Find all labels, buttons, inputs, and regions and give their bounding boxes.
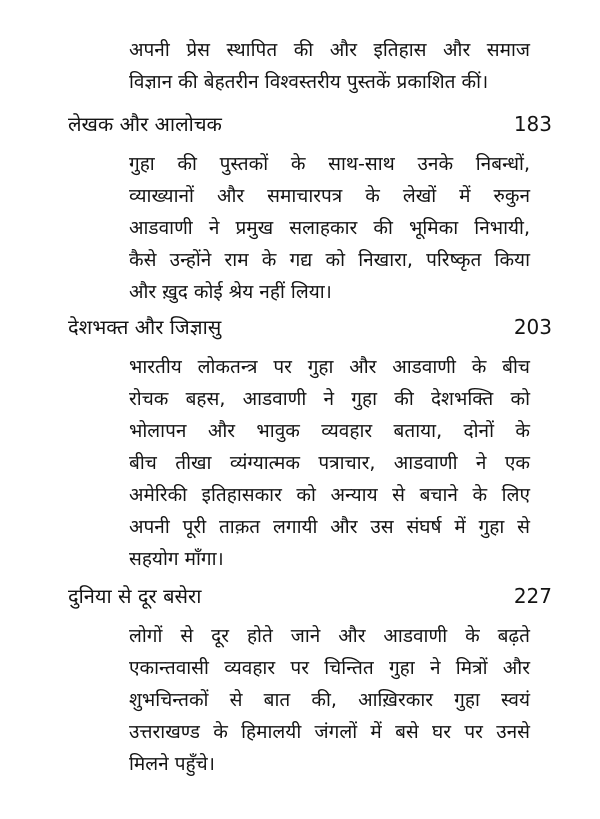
- entry-page-number: 203: [513, 315, 552, 339]
- paragraph-line: सहयोग माँगा।: [129, 548, 224, 570]
- paragraph-line: अमेरिकी इतिहासकार को अन्याय से बचाने के लिए: [129, 484, 530, 506]
- paragraph-line: विज्ञान की बेहतरीन विश्वस्तरीय पुस्तकें प्रकाशित कीं।: [129, 71, 489, 93]
- entry-description: [129, 620, 530, 780]
- paragraph-line: और ख़ुद कोई श्रेय नहीं लिया।: [129, 281, 332, 303]
- paragraph-line: अपनी पूरी ताक़त लगायी और उस संघर्ष में गुहा से: [129, 516, 530, 538]
- intro-paragraph: [129, 34, 530, 98]
- paragraph-line: व्याख्यानों और समाचारपत्र के लेखों में रुकुन: [129, 185, 530, 207]
- entry-page-number: 227: [513, 584, 552, 608]
- entry-title: लेखक और आलोचक: [68, 112, 222, 136]
- entry-description: [129, 148, 530, 308]
- paragraph-line: भोलापन और भावुक व्यवहार बताया, दोनों के: [129, 420, 530, 442]
- paragraph-line: मिलने पहुँचे।: [129, 753, 215, 775]
- entry-description: [129, 351, 530, 575]
- entry-page-number: 183: [513, 112, 552, 136]
- paragraph-line: कैसे उन्होंने राम के गद्य को निखारा, परिष्कृत किया: [129, 249, 530, 271]
- entry-title: देशभक्त और जिज्ञासु: [68, 315, 222, 339]
- paragraph-line: उत्तराखण्ड के हिमालयी जंगलों में बसे घर पर उनसे: [129, 721, 530, 743]
- paragraph-line: एकान्तवासी व्यवहार पर चिन्तित गुहा ने मित्रों और: [129, 657, 530, 679]
- paragraph-line: अपनी प्रेस स्थापित की और इतिहास और समाज: [129, 39, 530, 61]
- paragraph-line: बीच तीखा व्यंग्यात्मक पत्राचार, आडवाणी ने एक: [129, 452, 530, 474]
- paragraph-line: आडवाणी ने प्रमुख सलाहकार की भूमिका निभायी,: [129, 217, 530, 239]
- paragraph-line: शुभचिन्तकों से बात की, आख़िरकार गुहा स्वयं: [129, 689, 530, 711]
- paragraph-line: गुहा की पुस्तकों के साथ-साथ उनके निबन्धों,: [129, 153, 530, 175]
- entry-title: दुनिया से दूर बसेरा: [68, 584, 202, 608]
- paragraph-line: भारतीय लोकतन्त्र पर गुहा और आडवाणी के बीच: [129, 356, 530, 378]
- paragraph-line: रोचक बहस, आडवाणी ने गुहा की देशभक्ति को: [129, 388, 530, 410]
- paragraph-line: लोगों से दूर होते जाने और आडवाणी के बढ़ते: [129, 625, 530, 647]
